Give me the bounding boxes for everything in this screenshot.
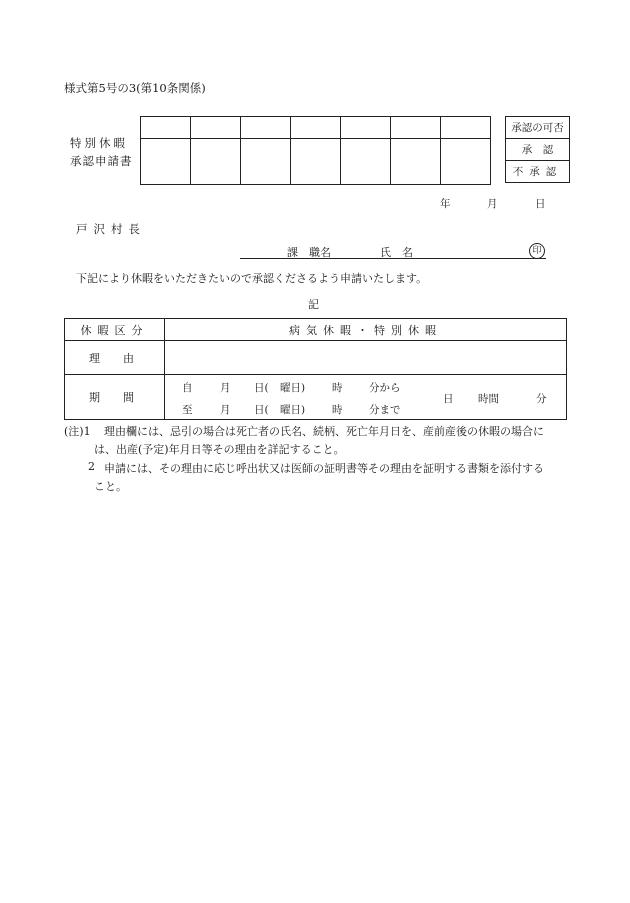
stamp-grid	[140, 116, 491, 185]
stamp-cell[interactable]	[291, 139, 341, 185]
stamp-cell[interactable]	[141, 117, 191, 139]
stamp-cell[interactable]	[191, 139, 241, 185]
addressee: 戸沢村長	[76, 222, 146, 236]
from-hour: 時	[332, 381, 343, 394]
from-month: 月	[220, 381, 231, 394]
date-month: 月	[487, 198, 498, 210]
to-minute: 分まで	[369, 403, 401, 416]
stamp-cell[interactable]	[191, 117, 241, 139]
note2-line2: こと。	[94, 480, 127, 493]
stamp-cell[interactable]	[241, 139, 291, 185]
note2-line1: 申請には、その理由に応じ呼出状又は医師の証明書等その理由を証明する書類を添付する	[104, 462, 544, 475]
approval-box	[505, 116, 570, 183]
reason-label: 理 由	[65, 341, 165, 375]
stamp-cell[interactable]	[391, 117, 441, 139]
signature-line[interactable]	[240, 258, 546, 259]
form-title-line1: 特別休暇	[70, 136, 128, 150]
leave-table	[64, 318, 567, 420]
duration-hour: 時間	[478, 392, 499, 405]
stamp-cell[interactable]	[341, 117, 391, 139]
not-approved-option[interactable]: 不承認	[506, 161, 570, 183]
request-text: 下記により休暇をいただきたいので承認くださるよう申請いたします。	[76, 272, 428, 285]
form-title-line2: 承認申請書	[70, 154, 133, 168]
ki-heading: 記	[308, 298, 319, 311]
name-label: 氏 名	[380, 246, 413, 259]
note1-line1: 理由欄には、忌引の場合は死亡者の氏名、続柄、死亡年月日を、産前産後の休暇の場合に	[104, 425, 544, 438]
leave-type-label: 休暇区分	[65, 319, 165, 341]
leave-type-value[interactable]: 病気休暇・特別休暇	[165, 319, 567, 341]
stamp-cell[interactable]	[391, 139, 441, 185]
from-weekday: 曜日)	[280, 381, 306, 394]
date-day: 日	[535, 198, 546, 210]
stamp-cell[interactable]	[441, 117, 491, 139]
period-field[interactable]	[165, 375, 567, 420]
stamp-cell[interactable]	[291, 117, 341, 139]
seal-mark: 印	[529, 243, 545, 259]
note-prefix: (注)1	[64, 425, 91, 438]
stamp-cell[interactable]	[241, 117, 291, 139]
note2-number: 2	[88, 460, 95, 473]
to-month: 月	[220, 403, 231, 416]
form-number: 様式第5号の3(第10条関係)	[64, 81, 206, 95]
approval-header: 承認の可否	[506, 117, 570, 139]
from-day: 日(	[254, 381, 269, 394]
to-weekday: 曜日)	[280, 403, 306, 416]
reason-field[interactable]	[165, 341, 567, 375]
date-year: 年	[440, 198, 451, 210]
period-label: 期 間	[65, 375, 165, 420]
stamp-cell[interactable]	[441, 139, 491, 185]
duration-minute: 分	[536, 392, 547, 405]
section-title-label: 課 職名	[287, 246, 331, 259]
from-prefix: 自	[182, 381, 193, 394]
duration-day: 日	[443, 392, 454, 405]
to-prefix: 至	[182, 403, 193, 416]
stamp-cell[interactable]	[341, 139, 391, 185]
stamp-cell[interactable]	[141, 139, 191, 185]
approved-option[interactable]: 承 認	[506, 139, 570, 161]
from-minute: 分から	[369, 381, 401, 394]
note1-line2: は、出産(予定)年月日等その理由を詳記すること。	[94, 443, 345, 456]
to-day: 日(	[254, 403, 269, 416]
to-hour: 時	[332, 403, 343, 416]
